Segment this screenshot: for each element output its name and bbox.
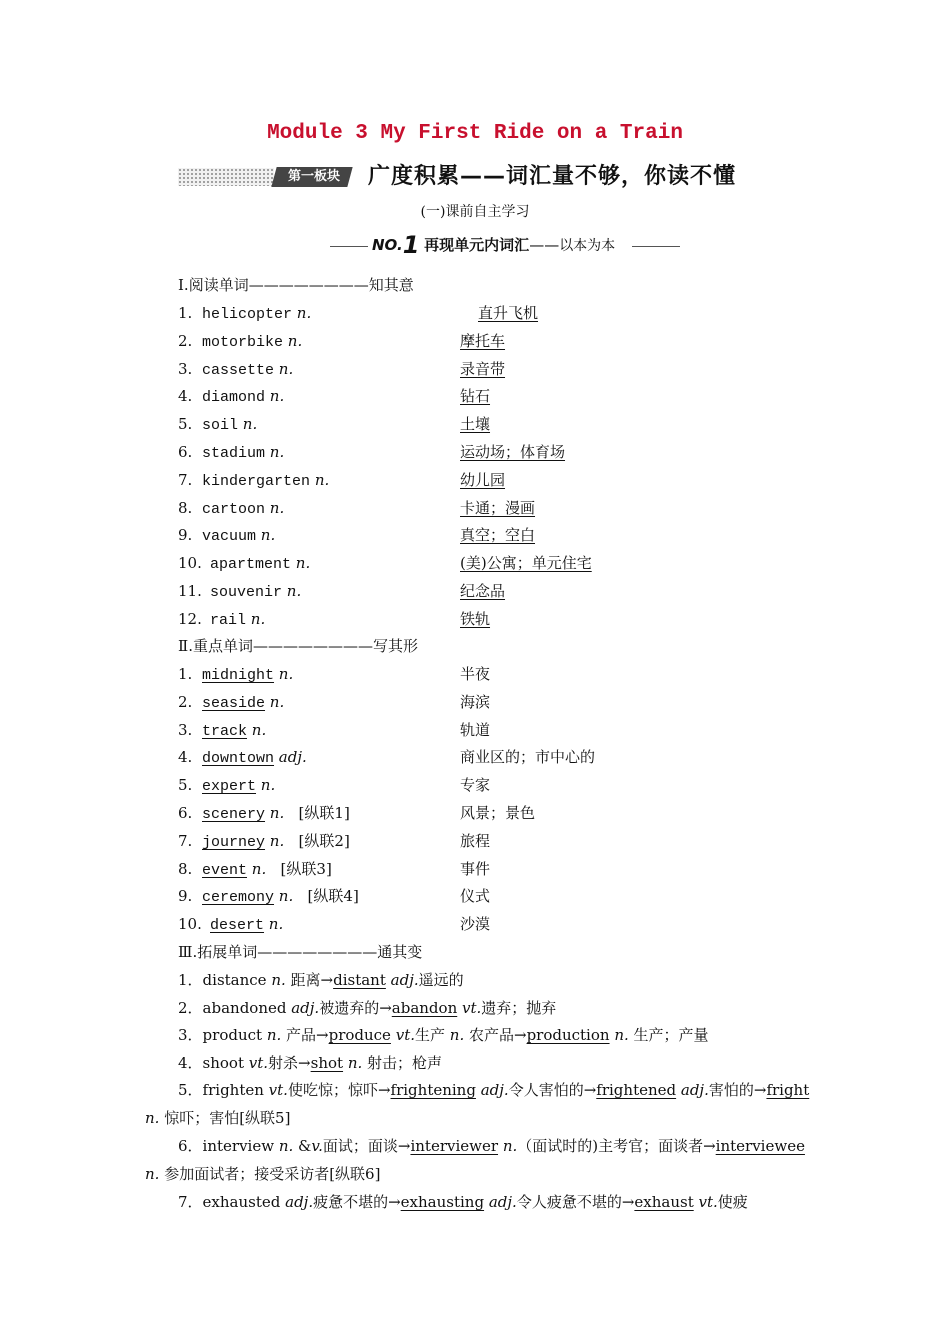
banner-dot-pattern (178, 168, 274, 186)
item-number: 1. (178, 665, 193, 683)
vocab-row (0, 883, 950, 909)
vocab-row (0, 467, 950, 493)
no-label: NO. (372, 236, 403, 254)
item-word: diamond n. (202, 387, 285, 407)
item-meaning: 半夜 (460, 665, 491, 683)
banner-tag: 第一板块 (271, 167, 352, 187)
item-word: scenery n. [纵联1] (202, 804, 350, 823)
item-word: cassette n. (202, 359, 294, 379)
item-meaning: 真空；空白 (460, 526, 536, 545)
part1-header: Ⅰ.阅读单词————————知其意 (178, 276, 414, 294)
rule-right (632, 246, 680, 247)
item-meaning: 商业区的；市中心的 (460, 748, 596, 767)
vocab-row (0, 800, 950, 826)
item-number: 7. (178, 470, 193, 489)
part3-item-1: 1．distance n. 距离→distant adj.遥远的 (178, 971, 464, 989)
item-meaning: 旅程 (460, 831, 491, 850)
vocab-row (0, 300, 950, 326)
item-word: track n. (202, 720, 267, 740)
item-meaning: 幼儿园 (460, 470, 506, 489)
item-meaning: (美)公寓；单元住宅 (460, 554, 592, 573)
vocab-row (0, 383, 950, 409)
vocab-row (0, 411, 950, 437)
vocab-row (0, 856, 950, 882)
vocab-row (0, 606, 950, 632)
vocab-row (0, 522, 950, 548)
vocab-row (0, 689, 950, 715)
item-number: 2. (178, 331, 193, 350)
item-meaning: 录音带 (460, 359, 506, 378)
item-meaning: 专家 (460, 776, 491, 795)
item-meaning: 卡通；漫画 (460, 498, 536, 517)
vocab-row (0, 328, 950, 354)
item-word: seaside n. (202, 692, 285, 712)
item-number: 5. (178, 415, 193, 434)
item-word: event n. [纵联3] (202, 859, 332, 879)
no1-title: 再现单元内词汇 (424, 236, 530, 254)
part3-item-6: 6．interview n. &v.面试；面谈→interviewer n.（面试时的)主考官；面谈者→interviewee n. 参加面试者；接受采访者[纵联6] (145, 1137, 805, 1183)
item-meaning: 沙漠 (460, 915, 491, 934)
item-number: 3. (178, 359, 193, 378)
item-meaning: 土壤 (460, 415, 491, 434)
section-no1-heading: NO.1 再现单元内词汇——以本为本 (330, 232, 690, 258)
item-meaning: 钻石 (460, 387, 491, 406)
section-banner (178, 160, 738, 194)
item-number: 10. (178, 554, 202, 573)
item-word: soil n. (202, 415, 258, 435)
item-number: 4. (178, 387, 193, 406)
item-number: 9. (178, 526, 193, 545)
vocab-row (0, 439, 950, 465)
item-number: 6. (178, 443, 193, 461)
banner-heading: 广度积累——词汇量不够，你读不懂 (368, 164, 737, 189)
part2-header: Ⅱ.重点单词————————写其形 (178, 637, 418, 655)
item-word: apartment n. (210, 554, 311, 574)
item-word: stadium n. (202, 443, 285, 462)
item-meaning: 直升飞机 (478, 304, 539, 322)
item-word: midnight n. (202, 665, 294, 684)
item-number: 11. (178, 582, 202, 600)
vocab-row (0, 495, 950, 521)
item-word: motorbike n. (202, 331, 303, 351)
no-number: 1 (402, 231, 420, 259)
item-meaning: 运动场；体育场 (460, 443, 566, 461)
vocab-row (0, 550, 950, 576)
item-meaning: 海滨 (460, 692, 491, 711)
item-number: 10. (178, 915, 202, 934)
item-word: expert n. (202, 776, 276, 796)
item-number: 8. (178, 498, 193, 517)
vocab-row (0, 717, 950, 743)
item-word: desert n. (210, 915, 284, 935)
item-number: 7. (178, 831, 193, 850)
item-word: journey n. [纵联2] (202, 831, 350, 851)
item-meaning: 风景；景色 (460, 804, 536, 822)
item-word: rail n. (210, 609, 266, 629)
vocab-row (0, 356, 950, 382)
item-number: 4. (178, 748, 193, 767)
item-number: 12. (178, 609, 202, 628)
item-word: vacuum n. (202, 526, 276, 546)
item-meaning: 仪式 (460, 887, 491, 906)
rule-left (330, 246, 368, 247)
item-number: 5. (178, 776, 193, 795)
item-meaning: 摩托车 (460, 331, 506, 350)
vocab-row (0, 661, 950, 687)
vocab-row (0, 772, 950, 798)
item-number: 8. (178, 859, 193, 878)
part3-item-5: 5．frighten vt.使吃惊；惊吓→frightening adj.令人害怕的→frightened adj.害怕的→fright n. 惊吓；害怕[纵联5] (145, 1081, 810, 1127)
item-word: cartoon n. (202, 498, 285, 518)
part3-item-7: 7．exhausted adj.疲惫不堪的→exhausting adj.令人疲惫不堪的→exhaust vt.使疲 (178, 1193, 748, 1211)
item-number: 6. (178, 804, 193, 822)
part3-item-3: 3．product n. 产品→produce vt.生产 n. 农产品→production n. 生产；产量 (178, 1026, 709, 1044)
part3-item-4: 4．shoot vt.射杀→shot n. 射击；枪声 (178, 1054, 443, 1072)
item-number: 9. (178, 887, 193, 906)
item-meaning: 纪念品 (460, 582, 506, 600)
item-word: kindergarten n. (202, 470, 330, 490)
item-word: downtown adj. (202, 748, 307, 768)
item-number: 2. (178, 692, 193, 711)
item-word: souvenir n. (210, 582, 302, 601)
no1-tail: 以本为本 (559, 238, 616, 254)
item-word: ceremony n. [纵联4] (202, 887, 359, 907)
vocab-row (0, 911, 950, 937)
item-meaning: 铁轨 (460, 609, 491, 628)
part3-item-2: 2．abandoned adj.被遗弃的→abandon vt.遗弃；抛弃 (178, 999, 557, 1017)
vocab-row (0, 578, 950, 604)
vocab-row (0, 744, 950, 770)
subtitle: (一)课前自主学习 (420, 204, 530, 220)
item-word: helicopter n. (202, 304, 312, 323)
vocab-row (0, 828, 950, 854)
part3-header: Ⅲ.拓展单词————————通其变 (178, 943, 423, 961)
page-title: Module 3 My First Ride on a Train (267, 122, 683, 145)
item-meaning: 轨道 (460, 720, 491, 739)
item-meaning: 事件 (460, 859, 491, 878)
item-number: 1. (178, 304, 193, 322)
item-number: 3. (178, 720, 193, 739)
